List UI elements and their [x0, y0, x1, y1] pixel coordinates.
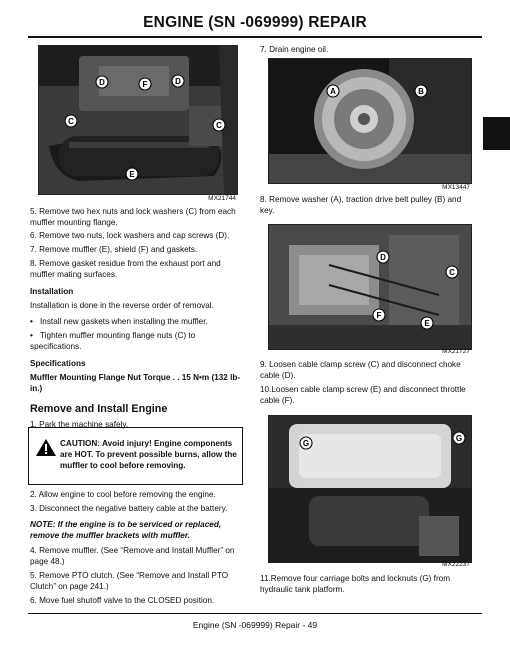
- caution-line-3: muffler to cool before removing.: [60, 461, 186, 470]
- title-divider: [28, 36, 482, 38]
- specifications-heading: Specifications: [30, 359, 86, 368]
- step-6: 6. Remove two nuts, lock washers and cap screws (D).: [30, 231, 230, 240]
- callout-f: F: [142, 80, 148, 89]
- figure-muffler-photo: [38, 45, 238, 195]
- remove-step-5: 5. Remove PTO clutch. (See “Remove and Install PTO Clutch” on page 241.): [30, 571, 229, 591]
- remove-step-3: 3. Disconnect the negative battery cable at the battery.: [30, 504, 228, 513]
- note: NOTE: If the engine is to be serviced or replaced, remove the muffler brackets with muffler.: [30, 520, 222, 540]
- remove-step-1: 1. Park the machine safely.: [30, 420, 129, 429]
- step-10-throttle-cable: 10.Loosen cable clamp screw (E) and disconnect throttle cable (F).: [260, 385, 466, 405]
- figure-id: MX22237: [442, 561, 470, 568]
- torque-spec: Muffler Mounting Flange Nut Torque . . 15 N•m (132 lb-in.): [30, 373, 241, 393]
- callout-c-1: C: [68, 117, 74, 126]
- installation-text: Installation is done in the reverse order of removal.: [30, 301, 214, 310]
- step-8-remove-pulley: 8. Remove washer (A), traction drive belt pulley (B) and key.: [260, 195, 462, 215]
- callout-c: C: [449, 268, 455, 277]
- installation-heading: Installation: [30, 287, 74, 296]
- bullet-item-2: Tighten muffler mounting flange nuts (C) to specifications.: [30, 331, 196, 351]
- section-heading: Remove and Install Engine: [30, 403, 168, 415]
- callout-d-2: D: [175, 77, 181, 86]
- callout-c-2: C: [216, 121, 222, 130]
- callout-e: E: [129, 170, 135, 179]
- remove-step-4: 4. Remove muffler. (See “Remove and Install Muffler” on page 48.): [30, 546, 235, 566]
- caution-line-1: CAUTION: Avoid injury! Engine components: [60, 439, 233, 448]
- figure-id: MX21727: [442, 348, 470, 355]
- step-11-carriage-bolts: 11.Remove four carriage bolts and locknuts (G) from hydraulic tank platform.: [260, 574, 451, 594]
- section-tab-marker: [483, 117, 510, 150]
- footer-divider: [28, 613, 482, 614]
- figure-tank-photo: [268, 415, 472, 563]
- callout-e: E: [424, 319, 430, 328]
- bullet-symbol: •: [30, 331, 33, 340]
- remove-step-2: 2. Allow engine to cool before removing the engine.: [30, 490, 216, 499]
- step-5: 5. Remove two hex nuts and lock washers (C) from each muffler mounting flange.: [30, 207, 236, 227]
- figure-id: MX13447: [442, 184, 470, 191]
- bullet-symbol: •: [30, 317, 33, 326]
- figure-pulley-photo: [268, 58, 472, 184]
- step-8: 8. Remove gasket residue from the exhaust port and muffler mating surfaces.: [30, 259, 221, 279]
- callout-d: D: [380, 253, 386, 262]
- step-7-drain-oil: 7. Drain engine oil.: [260, 45, 329, 54]
- callout-a: A: [330, 87, 336, 96]
- callout-g-2: G: [455, 434, 463, 443]
- caution-line-2: are HOT. To prevent possible burns, allow the: [60, 450, 237, 459]
- callout-g-1: G: [302, 439, 310, 448]
- page-footer: Engine (SN -069999) Repair - 49: [192, 620, 318, 630]
- step-9-choke-cable: 9. Loosen cable clamp screw (C) and disconnect choke cable (D).: [260, 360, 461, 380]
- callout-b: B: [418, 87, 424, 96]
- step-7: 7. Remove muffler (E), shield (F) and gaskets.: [30, 245, 198, 254]
- remove-step-6: 6. Move fuel shutoff valve to the CLOSED position.: [30, 596, 215, 605]
- page-title: ENGINE (SN -069999) REPAIR: [143, 14, 367, 31]
- caution-box: [28, 427, 243, 485]
- bullet-item-1: Install new gaskets when installing the muffler.: [40, 317, 208, 326]
- callout-d-1: D: [99, 78, 105, 87]
- warning-triangle-icon: [35, 438, 57, 457]
- figure-id: MX21744: [208, 195, 236, 202]
- figure-cables-photo: [268, 224, 472, 350]
- callout-f: F: [376, 311, 382, 320]
